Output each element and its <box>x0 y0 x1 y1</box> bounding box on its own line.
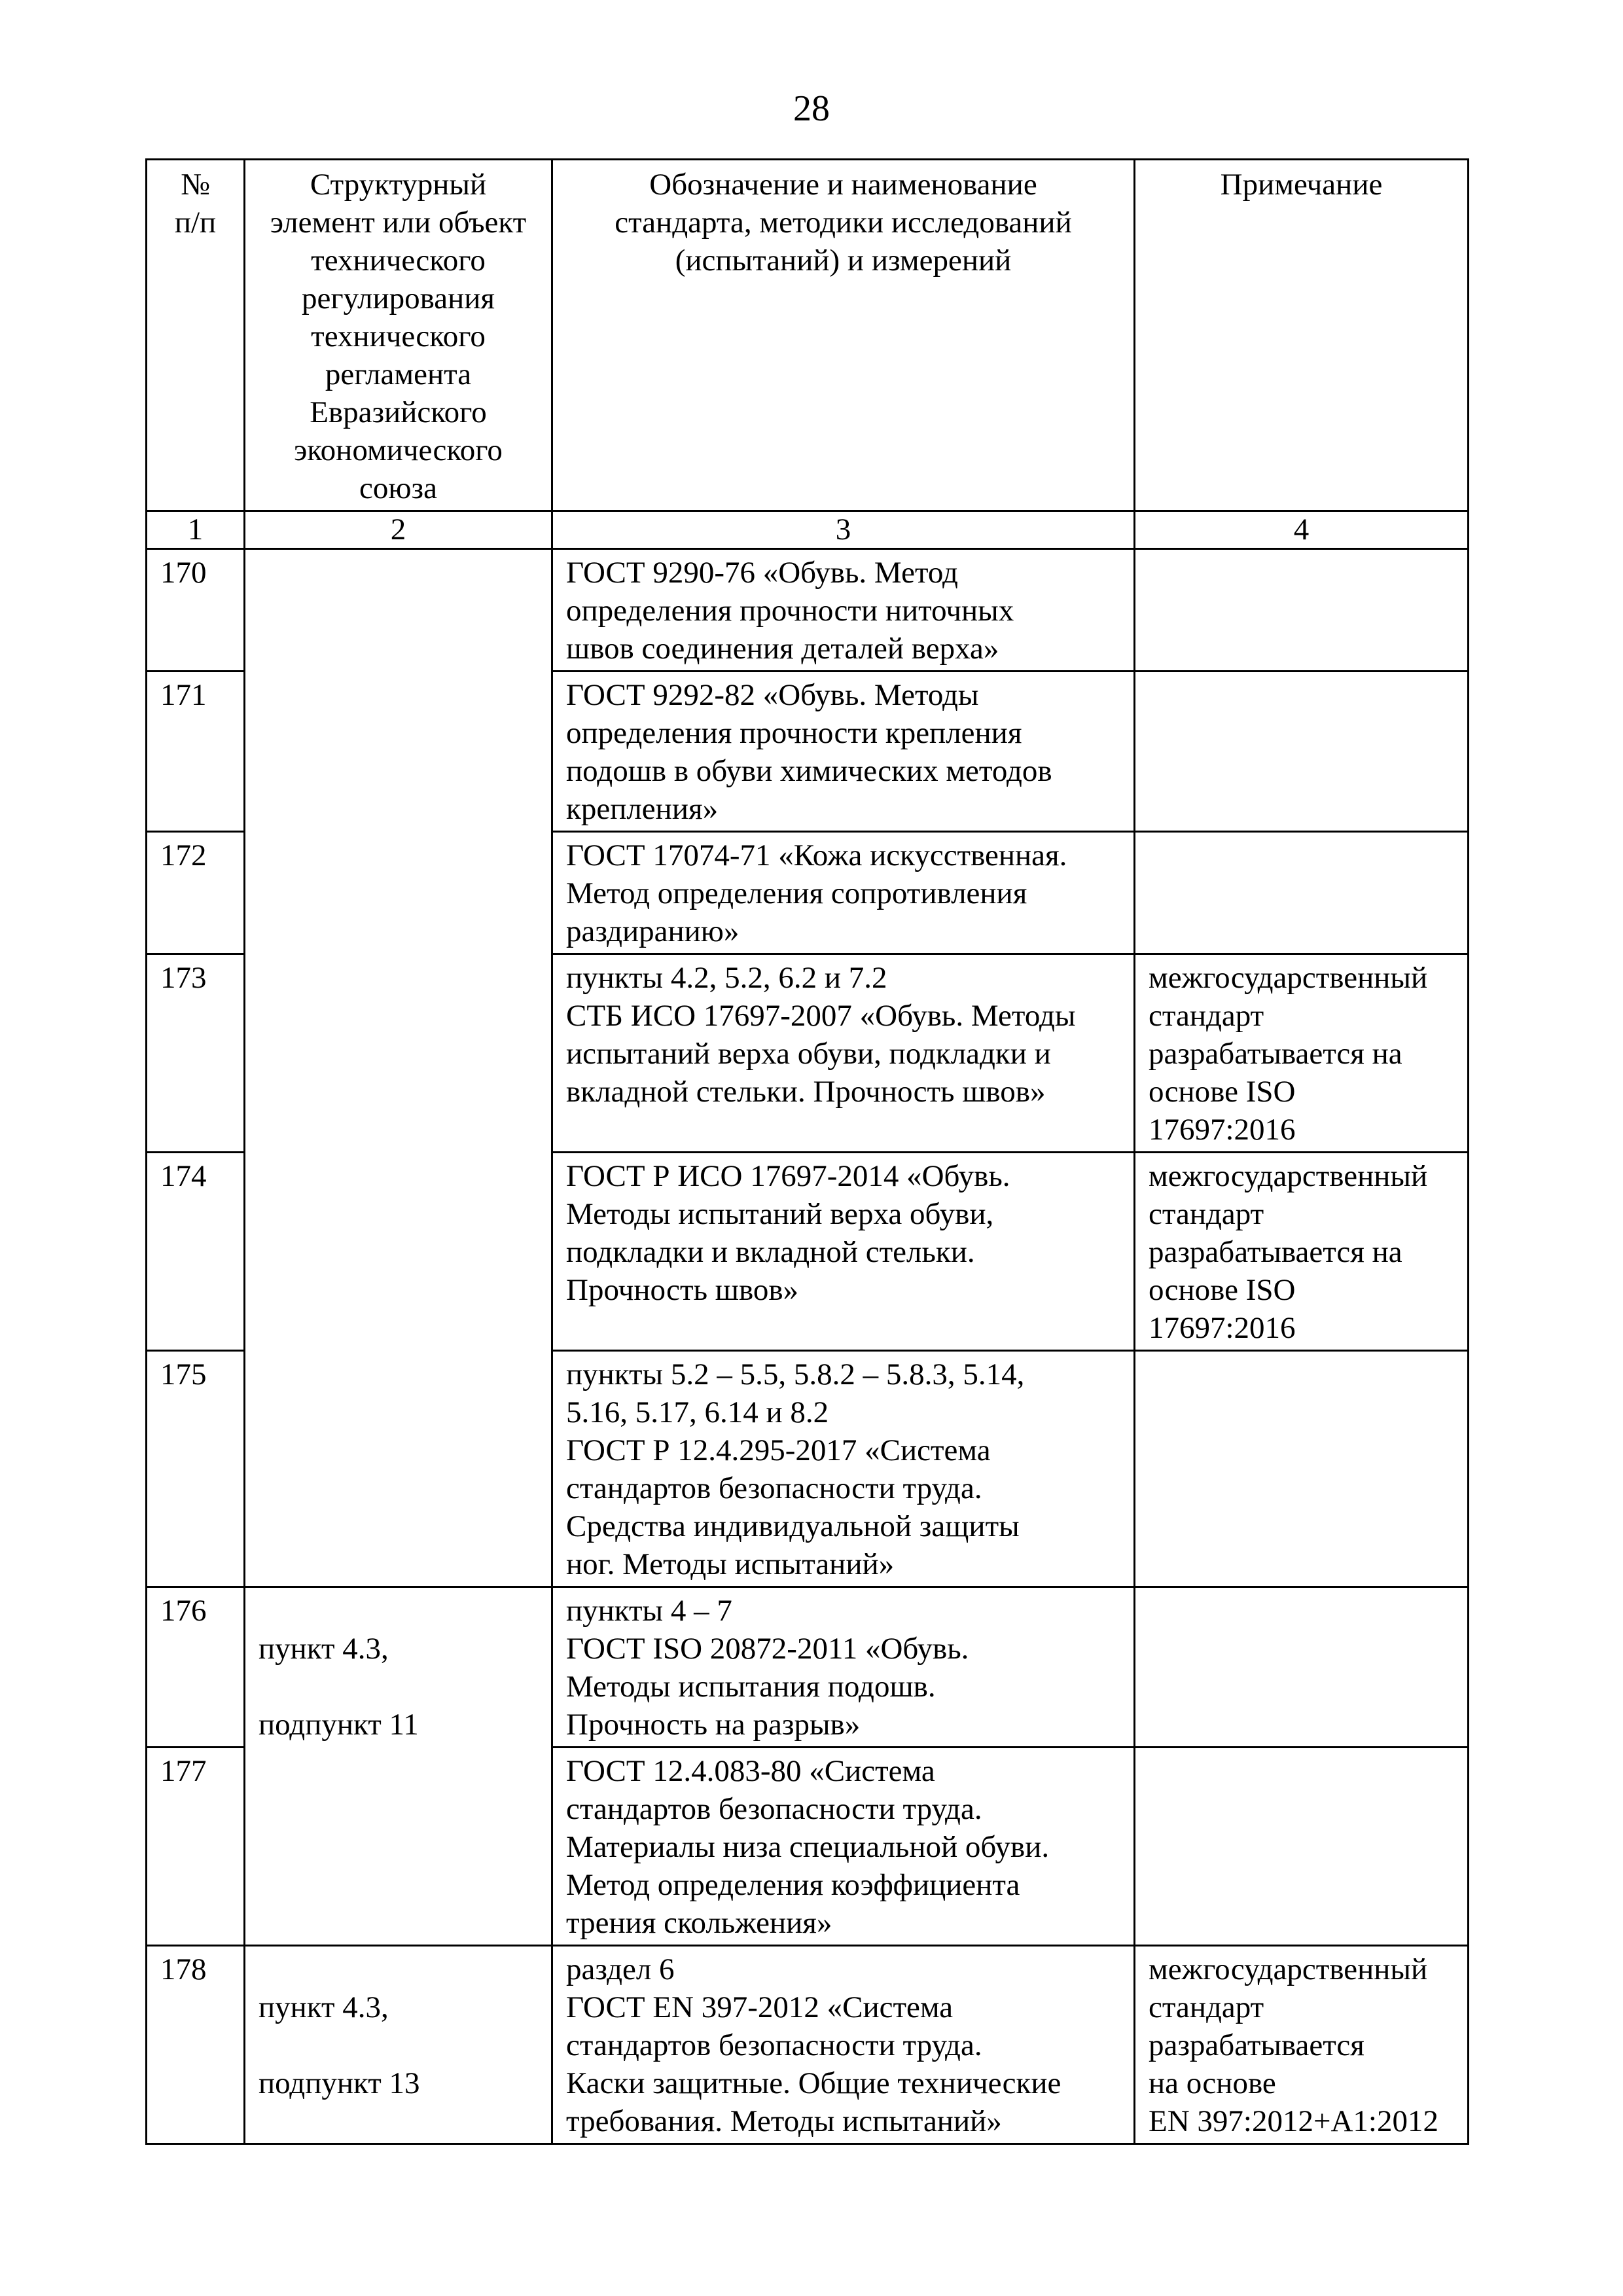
standard-cell: ГОСТ 12.4.083-80 «Система стандартов безопасности труда. Материалы низа специальной обуви. Метод определения коэффициента трения скольжения» <box>552 1748 1135 1946</box>
table-row <box>147 1587 1469 1748</box>
header-row <box>147 160 1469 511</box>
row-number: 171 <box>147 672 245 832</box>
row-number: 175 <box>147 1351 245 1587</box>
page-number: 28 <box>793 88 830 129</box>
note-cell <box>1135 549 1469 672</box>
column-number: 3 <box>552 511 1135 549</box>
column-numbers-row <box>147 511 1469 549</box>
note-cell: межгосударственный стандарт разрабатывается на основе ISO 17697:2016 <box>1135 1153 1469 1351</box>
row-number: 176 <box>147 1587 245 1748</box>
standard-cell: пункты 4 – 7 ГОСТ ISO 20872-2011 «Обувь. Методы испытания подошв. Прочность на разрыв» <box>552 1587 1135 1748</box>
row-number: 177 <box>147 1748 245 1946</box>
standard-cell: раздел 6 ГОСТ EN 397-2012 «Система стандартов безопасности труда. Каски защитные. Общие технические требования. Методы испытаний» <box>552 1946 1135 2144</box>
note-cell <box>1135 672 1469 832</box>
header-standard: Обозначение и наименование стандарта, методики исследований (испытаний) и измерений <box>552 160 1135 511</box>
row-number: 174 <box>147 1153 245 1351</box>
note-cell <box>1135 832 1469 954</box>
note-cell <box>1135 1351 1469 1587</box>
note-cell <box>1135 1748 1469 1946</box>
row-number: 170 <box>147 549 245 672</box>
element-cell <box>245 549 552 1587</box>
standard-cell: ГОСТ 9292-82 «Обувь. Методы определения прочности крепления подошв в обуви химических методов крепления» <box>552 672 1135 832</box>
standard-cell: пункты 4.2, 5.2, 6.2 и 7.2 СТБ ИСО 17697-2007 «Обувь. Методы испытаний верха обуви, подкладки и вкладной стельки. Прочность швов» <box>552 954 1135 1153</box>
row-number: 172 <box>147 832 245 954</box>
standard-cell: ГОСТ 9290-76 «Обувь. Метод определения прочности ниточных швов соединения деталей верха» <box>552 549 1135 672</box>
standard-cell: ГОСТ Р ИСО 17697-2014 «Обувь. Методы испытаний верха обуви, подкладки и вкладной стельки. Прочность швов» <box>552 1153 1135 1351</box>
table-row <box>147 549 1469 672</box>
header-note: Примечание <box>1135 160 1469 511</box>
header-element: Структурный элемент или объект технического регулирования технического регламента Евразийского экономического союза <box>245 160 552 511</box>
row-number: 173 <box>147 954 245 1153</box>
element-cell: пункт 4.3, подпункт 11 <box>245 1587 552 1946</box>
note-cell <box>1135 1587 1469 1748</box>
column-number: 4 <box>1135 511 1469 549</box>
row-number: 178 <box>147 1946 245 2144</box>
standard-cell: ГОСТ 17074-71 «Кожа искусственная. Метод определения сопротивления раздиранию» <box>552 832 1135 954</box>
table-row <box>147 1946 1469 2144</box>
standards-table <box>145 158 1469 2145</box>
column-number: 1 <box>147 511 245 549</box>
column-number: 2 <box>245 511 552 549</box>
note-cell: межгосударственный стандарт разрабатывается на основе ISO 17697:2016 <box>1135 954 1469 1153</box>
standard-cell: пункты 5.2 – 5.5, 5.8.2 – 5.8.3, 5.14, 5.16, 5.17, 6.14 и 8.2 ГОСТ Р 12.4.295-2017 «Система стандартов безопасности труда. Средства индивидуальной защиты ног. Методы испытаний» <box>552 1351 1135 1587</box>
note-cell: межгосударственный стандарт разрабатывается на основе EN 397:2012+A1:2012 <box>1135 1946 1469 2144</box>
header-number: № п/п <box>147 160 245 511</box>
element-cell: пункт 4.3, подпункт 13 <box>245 1946 552 2144</box>
